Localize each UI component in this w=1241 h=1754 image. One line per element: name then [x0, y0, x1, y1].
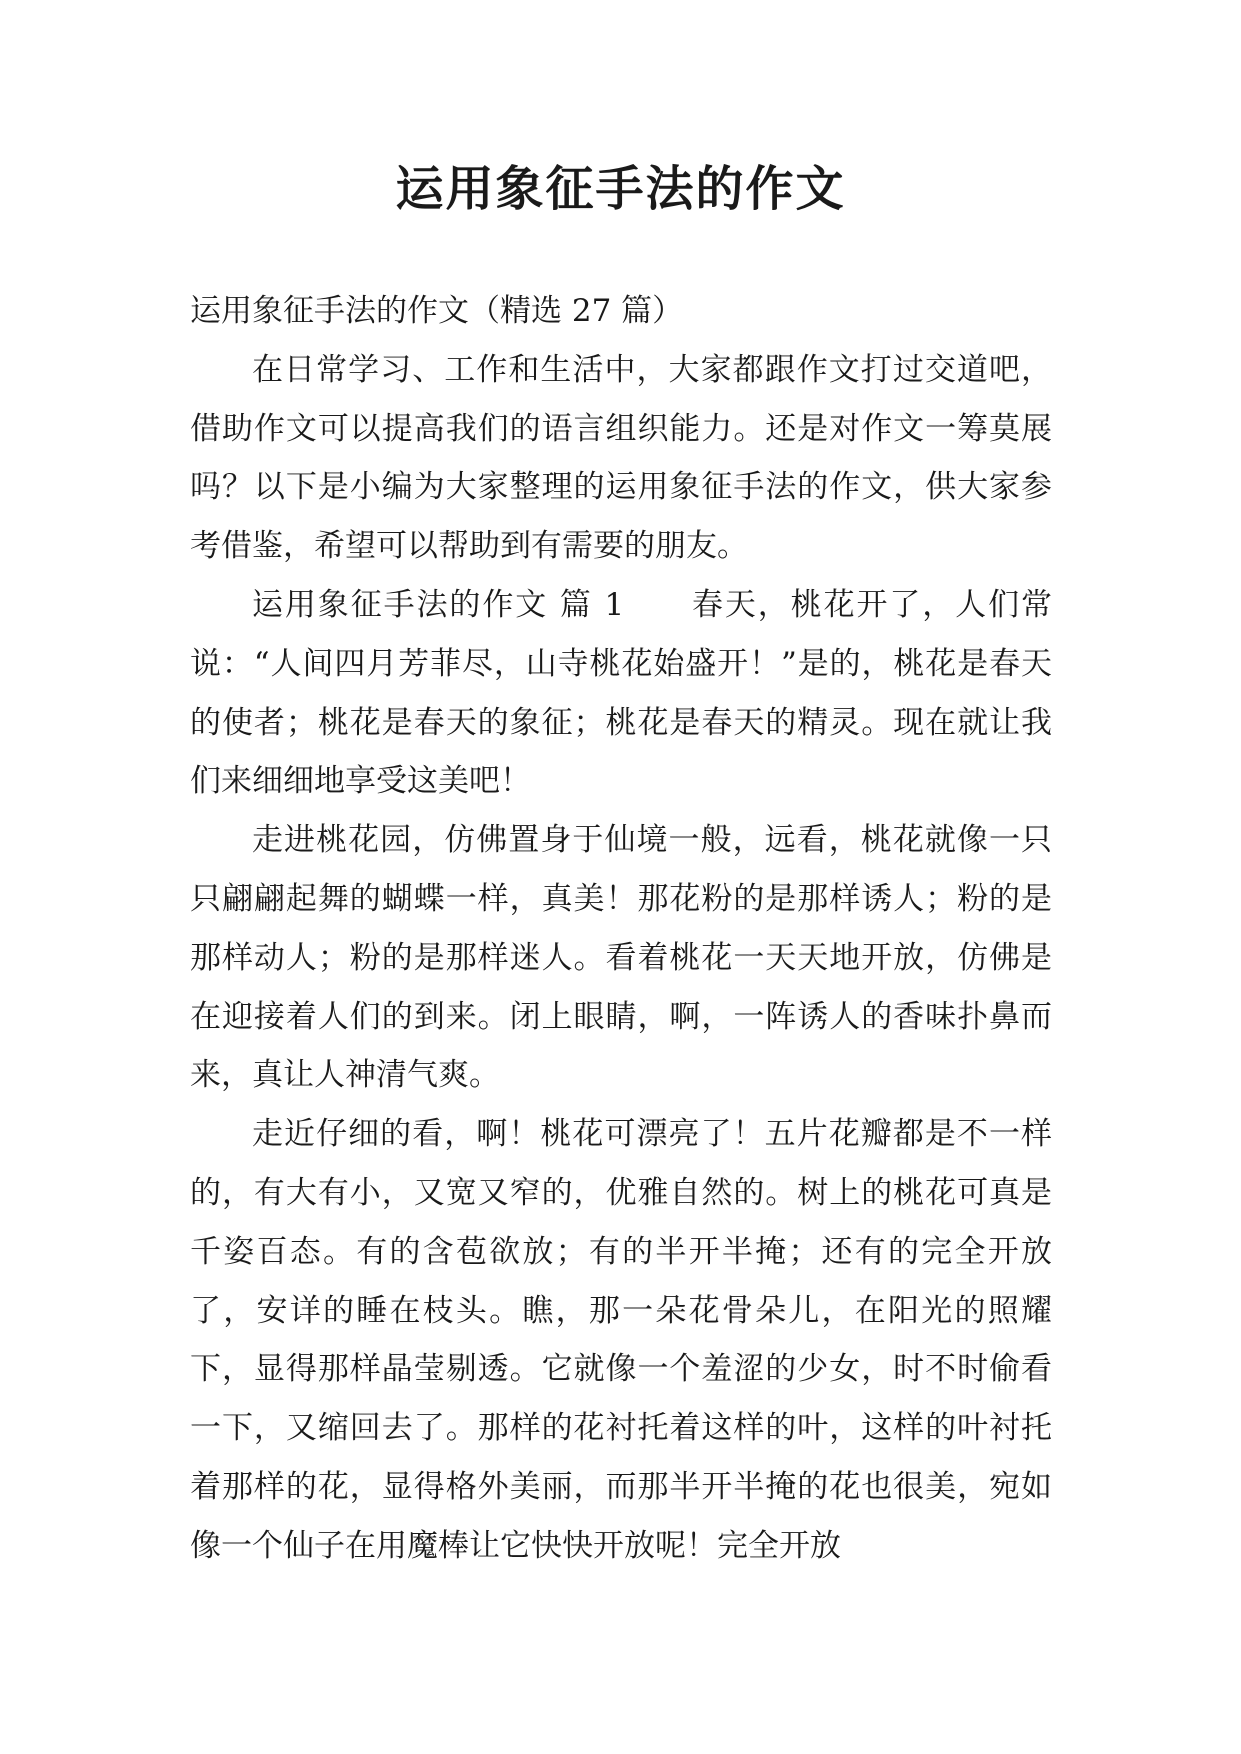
- paragraph-close-look: 走近仔细的看，啊！桃花可漂亮了！五片花瓣都是不一样的，有大有小，又宽又窄的，优雅自然的。树上的桃花可真是千姿百态。有的含苞欲放；有的半开半掩；还有的完全开放了，安详的睡在枝头。瞧，那一朵花骨朵儿，在阳光的照耀下，显得那样晶莹剔透。它就像一个羞涩的少女，时不时偷看一下，又缩回去了。那样的花衬托着这样的叶，这样的叶衬托着那样的花，显得格外美丽，而那半开半掩的花也很美，宛如像一个仙子在用魔棒让它快快开放呢！完全开放: [190, 1116, 1052, 1564]
- paragraph-peach-garden: 走进桃花园，仿佛置身于仙境一般，远看，桃花就像一只只翩翩起舞的蝴蝶一样，真美！那花粉的是那样诱人；粉的是那样动人；粉的是那样迷人。看着桃花一天天地开放，仿佛是在迎接着人们的到来。闭上眼睛，啊，一阵诱人的香味扑鼻而来，真让人神清气爽。: [190, 822, 1052, 1094]
- document-body: [190, 282, 1052, 1576]
- document-title: 运用象征手法的作文: [395, 161, 846, 217]
- paragraph-intro: 在日常学习、工作和生活中，大家都跟作文打过交道吧，借助作文可以提高我们的语言组织能力。还是对作文一筹莫展吗？以下是小编为大家整理的运用象征手法的作文，供大家参考借鉴，希望可以帮助到有需要的朋友。: [190, 351, 1052, 565]
- document-subtitle: 运用象征手法的作文（精选 27 篇）: [190, 293, 684, 329]
- paragraph-section-1: 运用象征手法的作文 篇 1 春天，桃花开了，人们常说：“人间四月芳菲尽，山寺桃花始盛开！”是的，桃花是春天的使者；桃花是春天的象征；桃花是春天的精灵。现在就让我们来细细地享受这美吧！: [190, 586, 1052, 800]
